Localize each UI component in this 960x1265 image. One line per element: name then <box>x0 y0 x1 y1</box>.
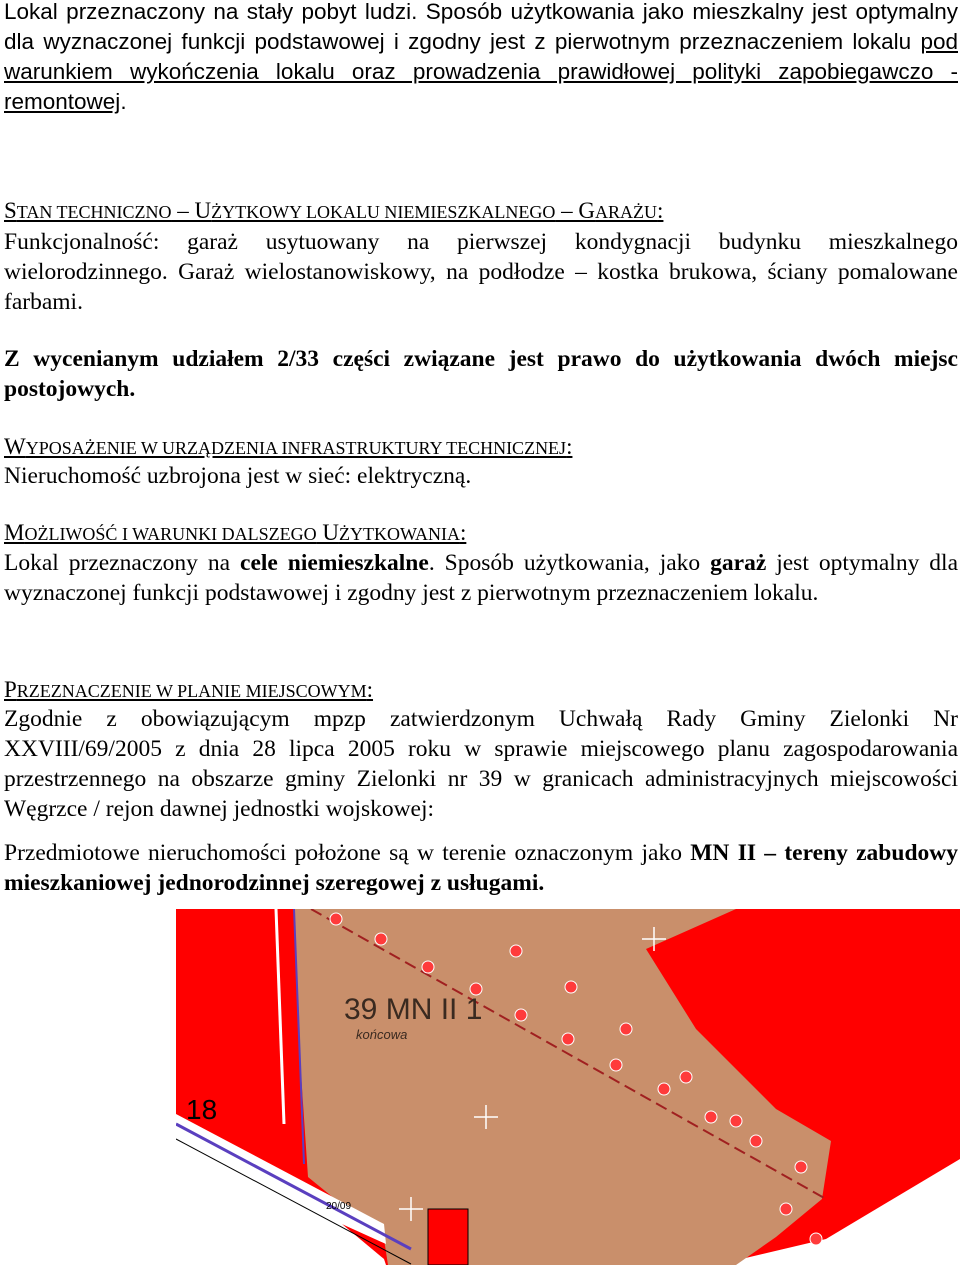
intro-text: Lokal przeznaczony na stały pobyt ludzi. Sposób użytkowania jako mieszkalny jest optymalny dla wyznaczonej funkcji podstawowej i zgodny jest z pierwotnym przeznaczeniem lokalu <box>4 0 958 54</box>
intro-underlined-text: pod warunkiem wykończenia lokalu oraz prowadzenia prawidłowej polityki zapobiegawczo - remontowej <box>4 29 958 114</box>
heading-stan-techniczny: STAN TECHNICZNO – UŻYTKOWY LOKALU NIEMIESZKALNEGO – GARAŻU: <box>4 198 664 223</box>
map-label-18: 18 <box>186 1094 218 1125</box>
paragraph-intro <box>4 0 958 117</box>
map-label-small: 20/09 <box>326 1201 352 1212</box>
building-parcel <box>428 1209 468 1265</box>
paragraph-teren: Przedmiotowe nieruchomości położone są w terenie oznaczonym jako MN II – tereny zabudowy mieszkaniowej jednorodzinnej szeregowej z usługami. <box>4 840 958 896</box>
paragraph-wyposazenie: Nieruchomość uzbrojona jest w sieć: elektryczną. <box>4 463 472 489</box>
map-label-main: 39 MN II 1 <box>344 993 483 1026</box>
paragraph-stan-techniczny: Funkcjonalność: garaż usytuowany na pierwszej kondygnacji budynku mieszkalnego wielorodzinnego. Garaż wielostanowiskowy, na podłodze – kostka brukowa, ściany pomalowane farbami. <box>4 229 958 315</box>
map-label-sub: końcowa <box>356 1027 408 1042</box>
intro-period: . <box>120 89 127 114</box>
heading-wyposazenie: WYPOSAŻENIE W URZĄDZENIA INFRASTRUKTURY TECHNICZNEJ: <box>4 434 573 459</box>
paragraph-przeznaczenie: Zgodnie z obowiązującym mpzp zatwierdzonym Uchwałą Rady Gminy Zielonki Nr XXVIII/69/2005 z dnia 28 lipca 2005 roku w sprawie miejscowego planu zagospodarowania przestrzennego na obszarze gminy Zielonki nr 39 w granicach administracyjnych miejscowości Węgrzce / rejon dawnej jednostki wojskowej: <box>4 706 958 822</box>
heading-przeznaczenie: PRZEZNACZENIE W PLANIE MIEJSCOWYM: <box>4 677 374 702</box>
paragraph-mozliwosc: Lokal przeznaczony na cele niemieszkalne. Sposób użytkowania, jako garaż jest optymalny dla wyznaczonej funkcji podstawowej i zgodny jest z pierwotnym przeznaczeniem lokalu. <box>4 550 958 606</box>
paragraph-udzial: Z wycenianym udziałem 2/33 części związane jest prawo do użytkowania dwóch miejsc postojowych. <box>4 346 958 402</box>
heading-mozliwosc: MOŻLIWOŚĆ I WARUNKI DALSZEGO UŻYTKOWANIA: <box>4 520 467 545</box>
zoning-map <box>176 909 960 1265</box>
